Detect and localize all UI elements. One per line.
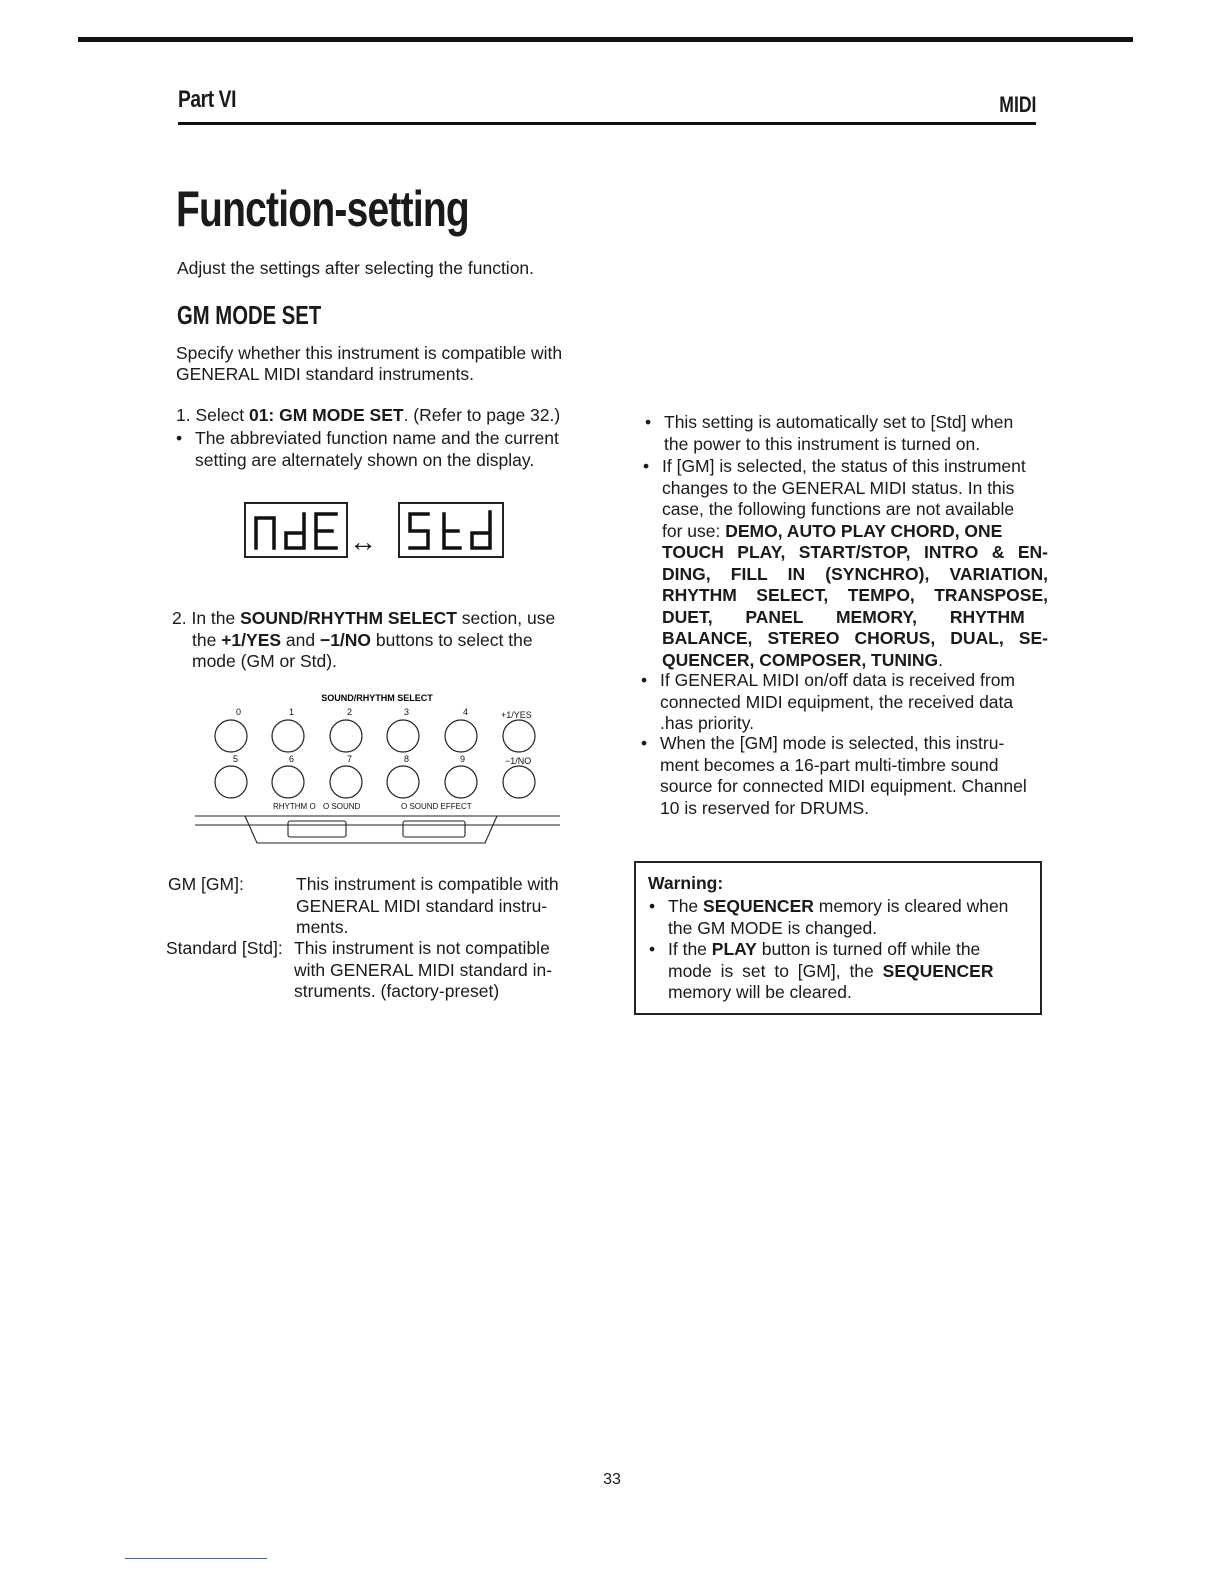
button-3[interactable] [387,720,419,752]
rb1-line-1: This setting is automatically set to [Std] when [664,412,1014,432]
step-2-section: SOUND/RHYTHM SELECT [240,608,457,628]
button-4[interactable] [445,720,477,752]
step-2-the: the [192,629,222,650]
lcd-display-setting [398,502,504,558]
step-1 [176,405,560,427]
section-desc-line-2: GENERAL MIDI standard instruments. [176,364,474,384]
def-std-line-2: with GENERAL MIDI standard in- [294,959,553,980]
rb2-line-3: case, the following functions are not available [662,499,1015,519]
rb3-line-1: If GENERAL MIDI on/off data is received from [660,670,1015,690]
step-1-tail: . (Refer to page 32.) [403,405,561,425]
panel-title: SOUND/RHYTHM SELECT [321,693,433,703]
label-minus-no: −1/NO [505,756,532,766]
rb2-line-5: TOUCH PLAY, START/STOP, INTRO & EN- [662,542,1048,562]
bottom-line [125,1558,267,1559]
def-term-gm: GM [GM]: [168,874,244,894]
section-label: MIDI [998,92,1036,117]
rb2-line-4-lead: for use: [662,520,726,541]
def-gm-line-3: ments. [296,917,349,937]
part-label: Part VI [178,86,237,113]
step-2-lead: 2. In the [172,608,241,628]
indicator-sound: O SOUND [323,802,361,811]
button-6[interactable] [272,766,304,798]
rb4-line-2: ment becomes a 16-part multi-timbre sound [660,754,999,775]
def-std-line-3: struments. (factory-preset) [294,981,500,1001]
right-bullet-3: • If GENERAL MIDI on/off data is received from connected MIDI equipment, the received data .has priority. [660,670,1048,735]
step-1-lead: 1. Select [176,405,249,425]
warning-box [634,861,1042,1015]
step-2-no: −1/NO [319,629,372,650]
button-8[interactable] [387,766,419,798]
label-5: 5 [233,754,239,764]
alternate-arrow-icon: ↔ [349,526,377,557]
w1-line-2: the GM MODE is changed. [668,917,878,938]
label-3: 3 [404,707,410,717]
warning-title: Warning: [648,873,724,893]
label-6: 6 [289,754,295,764]
right-bullet-2: • If [GM] is selected, the status of this instrument changes to the GENERAL MIDI status. In this case, the following functions are not available for use: DEMO, AUTO PLAY CHORD, ONE TOUCH PLAY, START/STOP, INTRO & EN- DING, FILL IN (SYNCHRO), VARIATION, RHYTHM SELECT, TEMPO, TRANSPOSE, DUET, PANEL MEMORY, RHYTHM BALANCE, STEREO CHORUS, DUAL, SE- QUENCER, COMPOSER, TUNING. [643,456,1048,670]
step-2-tail: buttons to select the [371,629,533,650]
w2-tail: button is turned off while the [756,939,981,959]
step-2-mid: section, use [456,608,556,628]
step-2-and: and [281,629,320,650]
button-7[interactable] [330,766,362,798]
rb4-line-3: source for connected MIDI equipment. Channel [660,776,1027,796]
rb3-line-2: connected MIDI equipment, the received data [660,691,1014,712]
def-gm-line-2: GENERAL MIDI standard instru- [296,895,548,916]
rb4-line-4: 10 is reserved for DRUMS. [660,797,870,818]
label-8: 8 [404,754,410,764]
right-bullet-1: • This setting is automatically set to [Std] when the power to this instrument is turned on. [664,412,1048,455]
button-9[interactable] [445,766,477,798]
section-heading: GM MODE SET [177,300,322,330]
label-plus-yes: +1/YES [501,710,532,720]
def-desc-gm [296,874,576,939]
rb2-line-10-tail: . [938,649,944,670]
label-0: 0 [236,707,242,717]
button-2[interactable] [330,720,362,752]
w1-lead: The [668,896,704,916]
label-1: 1 [289,707,295,717]
slot-left [288,821,346,837]
w1-tail: memory is cleared when [813,896,1009,916]
right-bullet-4: • When the [GM] mode is selected, this instru- ment becomes a 16-part multi-timbre sound source for connected MIDI equipment. Channel 10 is reserved for DRUMS. [660,733,1048,819]
slot-right [403,821,465,837]
button-1[interactable] [272,720,304,752]
top-rule [78,37,1133,42]
header-rule [178,122,1036,125]
label-7: 7 [347,754,353,764]
rb4-line-1: When the [GM] mode is selected, this instru- [660,733,1005,753]
rb2-line-9: BALANCE, STEREO CHORUS, DUAL, SE- [662,628,1048,648]
page-title: Function-setting [176,181,469,237]
step-1-bullet-line-1: The abbreviated function name and the current [195,428,559,448]
lcd-display-mode [244,502,348,558]
indicator-sound-effect: O SOUND EFFECT [401,802,472,811]
page-number: 33 [603,1471,621,1488]
def-gm-line-1: This instrument is compatible with [296,874,559,894]
step-1-function: 01: GM MODE SET [248,405,404,425]
button-plus-yes[interactable] [503,720,535,752]
rb2-line-2: changes to the GENERAL MIDI status. In this [662,477,1015,498]
button-0[interactable] [215,720,247,752]
sound-rhythm-panel [185,688,565,858]
rb2-line-6: DING, FILL IN (SYNCHRO), VARIATION, [662,563,1048,584]
step-1-bullet: • The abbreviated function name and the current setting are alternately shown on the display. [195,428,585,471]
rb2-line-4-bold: DEMO, AUTO PLAY CHORD, ONE [725,520,1003,541]
seven-segment-mode [246,504,346,556]
rb3-line-3: .has priority. [660,713,755,733]
panel-diagram [185,688,565,858]
w2-line-2-lead: mode is set to [GM], the [668,960,883,981]
def-term-std: Standard [Std]: [166,938,283,958]
w2-bold: PLAY [711,939,757,959]
button-5[interactable] [215,766,247,798]
rb2-line-10-bold: QUENCER, COMPOSER, TUNING [662,649,939,670]
seven-segment-setting [400,504,502,556]
w1-bold: SEQUENCER [703,896,814,916]
step-1-bullet-line-2: setting are alternately shown on the display. [195,449,535,470]
label-9: 9 [460,754,466,764]
step-2 [172,608,577,673]
section-desc-line-1: Specify whether this instrument is compatible with [176,343,563,363]
def-std-line-1: This instrument is not compatible [294,938,550,958]
label-2: 2 [347,707,353,717]
intro-text: Adjust the settings after selecting the function. [177,258,535,278]
warning-bullet-1: • The SEQUENCER memory is cleared when the GM MODE is changed. [668,896,1030,939]
w2-lead: If the [668,939,712,959]
rb1-line-2: the power to this instrument is turned on. [664,433,981,454]
step-2-line-3: mode (GM or Std). [192,651,337,671]
warning-bullet-2: • If the PLAY button is turned off while the mode is set to [GM], the SEQUENCER memory will be cleared. [668,939,1030,1004]
step-2-yes: +1/YES [221,629,282,650]
rb2-line-7: RHYTHM SELECT, TEMPO, TRANSPOSE, [662,585,1048,605]
def-desc-std [294,938,579,1003]
w2-line-2-bold: SEQUENCER [882,960,994,981]
button-minus-no[interactable] [503,766,535,798]
w2-line-3: memory will be cleared. [668,982,852,1002]
rb2-line-1: If [GM] is selected, the status of this instrument [662,456,1026,476]
label-4: 4 [463,707,469,717]
rb2-line-8: DUET, PANEL MEMORY, RHYTHM [662,606,1025,627]
indicator-rhythm: RHYTHM O [273,802,316,811]
